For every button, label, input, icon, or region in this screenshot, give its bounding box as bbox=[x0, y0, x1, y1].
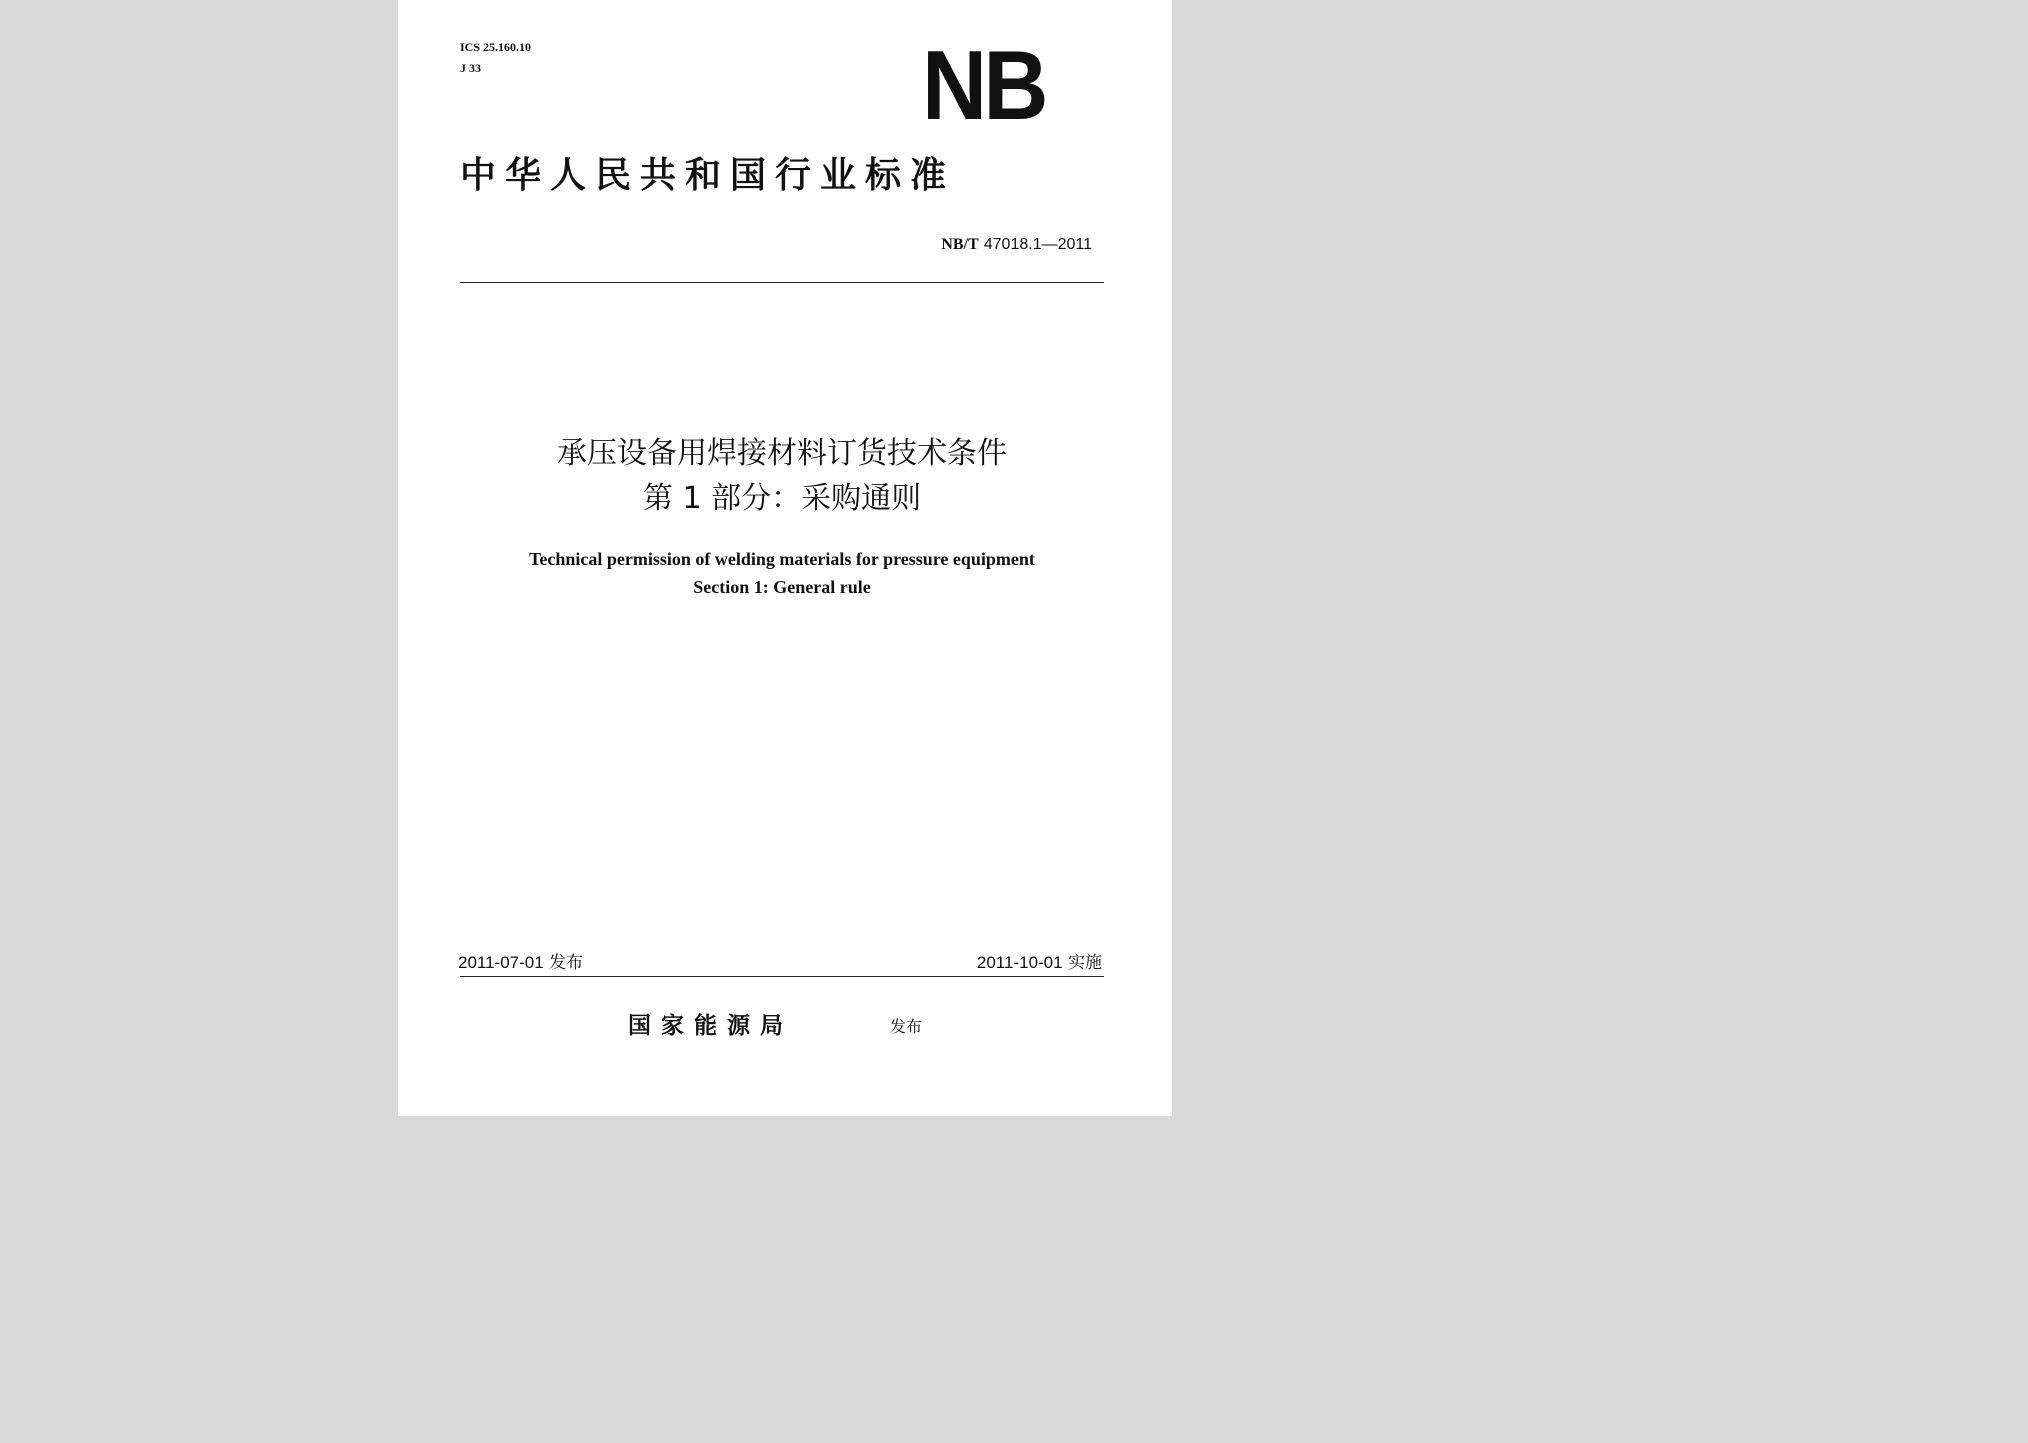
issue-date-value: 2011-07-01 bbox=[458, 953, 544, 972]
implementation-date-value: 2011-10-01 bbox=[976, 953, 1063, 972]
chinese-title-line-2: 第 1 部分：采购通则 bbox=[642, 481, 922, 516]
nb-logo: NB bbox=[922, 30, 1045, 140]
ics-code: ICS 25.160.10 bbox=[460, 40, 532, 54]
english-title-line-2: Section 1: General rule bbox=[693, 577, 871, 597]
standard-number: 47018.1—2011 bbox=[983, 236, 1092, 253]
standard-prefix: NB/T bbox=[941, 236, 979, 253]
publisher-name: 国家能源局 bbox=[628, 1012, 793, 1039]
issue-date-label: 发布 bbox=[549, 953, 584, 973]
chinese-title-line-1: 承压设备用焊接材料订货技术条件 bbox=[557, 436, 1007, 471]
classification-code: J 33 bbox=[460, 61, 481, 75]
publisher-suffix: 发布 bbox=[890, 1017, 923, 1036]
standard-category-title: 中华人民共和国行业标准 bbox=[460, 154, 956, 196]
bottom-divider bbox=[460, 976, 1104, 977]
english-title-line-1: Technical permission of welding materials for pressure equipment bbox=[529, 549, 1035, 569]
implementation-date-label: 实施 bbox=[1068, 953, 1102, 973]
implementation-date bbox=[878, 952, 1102, 974]
issue-date bbox=[458, 952, 583, 974]
document-page bbox=[398, 0, 1172, 1116]
top-divider bbox=[460, 282, 1104, 283]
standard-code bbox=[878, 234, 1092, 254]
